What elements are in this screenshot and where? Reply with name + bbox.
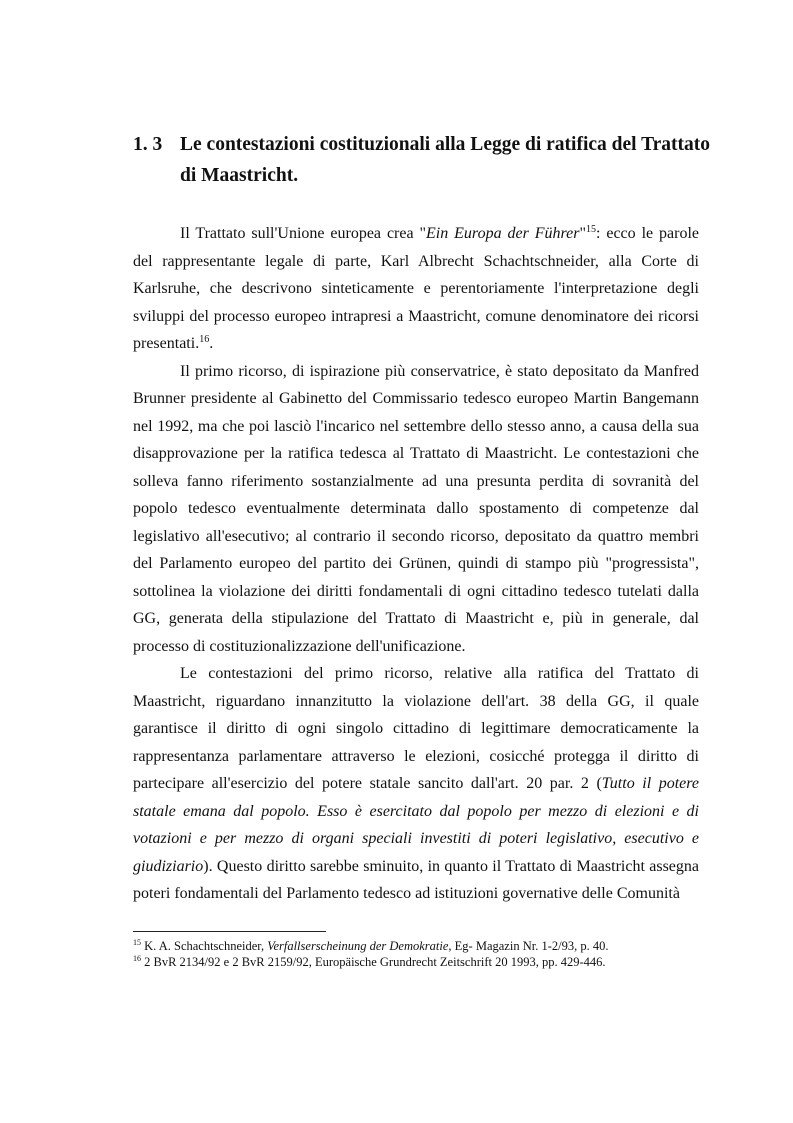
footnote-16 (133, 954, 699, 970)
paragraph-3-italic-quote: Tutto il potere statale emana dal popolo. Esso è esercitato dal popolo per mezzo di elezioni e di votazioni e per mezzo di organi speciali investiti di poteri legislativo, esecutivo e giudiziario (133, 775, 699, 875)
paragraph-1-text-c: : ecco le parole del rappresentante legale di parte, Karl Albrecht Schachtschneider, alla Corte di Karlsruhe, che descrivono sinteticamente e perentoriamente l'interpretazione degli sviluppi del processo europeo intrapresi a Maastricht, comune denominatore dei ricorsi presentati. (133, 225, 700, 352)
paragraph-1-text-d: . (209, 335, 214, 352)
footnote-15-title: Verfallserscheinung der Demokratie (267, 939, 449, 953)
footnote-ref-15[interactable]: 15 (586, 224, 596, 235)
body-text (133, 220, 699, 908)
footnote-15-text-b: , Eg- Magazin Nr. 1-2/93, p. 40. (448, 939, 609, 953)
footnotes (133, 938, 699, 970)
footnote-16-mark: 16 (133, 954, 141, 963)
section-number: 1. 3 (133, 134, 163, 155)
footnote-16-text: 2 BvR 2134/92 e 2 BvR 2159/92, Europäische Grundrecht Zeitschrift 20 1993, pp. 429-446. (141, 955, 606, 969)
footnote-15-mark: 15 (133, 938, 141, 947)
paragraph-1-text-a: Il Trattato sull'Unione europea crea " (180, 225, 427, 242)
paragraph-1-text-b: " (579, 225, 586, 242)
footnote-15-text-a: K. A. Schachtschneider, (141, 939, 268, 953)
paragraph-3-text-b: ). Questo diritto sarebbe sminuito, in quanto il Trattato di Maastricht assegna poteri fondamentali del Parlamento tedesco ad istituzioni governative delle Comunità (133, 857, 699, 902)
section-heading (133, 129, 713, 191)
paragraph-1 (133, 220, 699, 358)
paragraph-3 (133, 660, 699, 908)
footnote-ref-16[interactable]: 16 (199, 334, 210, 345)
footnote-15 (133, 938, 699, 954)
quote-ein-europa: Ein Europa der Führer (426, 225, 580, 242)
section-title: Le contestazioni costituzionali alla Legge di ratifica del Trattato di Maastricht. (180, 134, 711, 186)
paragraph-2: Il primo ricorso, di ispirazione più conservatrice, è stato depositato da Manfred Brunner presidente al Gabinetto del Commissario tedesco europeo Martin Bangemann nel 1992, ma che poi lasciò l'incarico nel settembre dello stesso anno, a causa della sua disapprovazione per la ratifica tedesca al Trattato di Maastricht. Le contestazioni che solleva fanno riferimento sostanzialmente ad una presunta perdita di sovranità del popolo tedesco eventualmente determinata dallo spostamento di competenze dal legislativo all'esecutivo; al contrario il secondo ricorso, depositato da quattro membri del Parlamento europeo del partito dei Grünen, quindi di stampo più "progressista", sottolinea la violazione dei diritti fondamentali di ogni cittadino tedesco tutelati dalla GG, generata della stipulazione del Trattato di Maastricht e, più in generale, dal processo di costituzionalizzazione dell'unificazione. (133, 362, 699, 655)
footnote-divider (133, 931, 326, 932)
paragraph-3-text-a: Le contestazioni del primo ricorso, relative alla ratifica del Trattato di Maastricht, riguardano innanzitutto la violazione dell'art. 38 della GG, il quale garantisce il diritto di ogni singolo cittadino di legittimare democraticamente la rappresentanza parlamentare attraverso le elezioni, cosicché protegga il diritto di partecipare all'esercizio del potere statale sancito dall'art. 20 par. 2 ( (133, 665, 699, 792)
